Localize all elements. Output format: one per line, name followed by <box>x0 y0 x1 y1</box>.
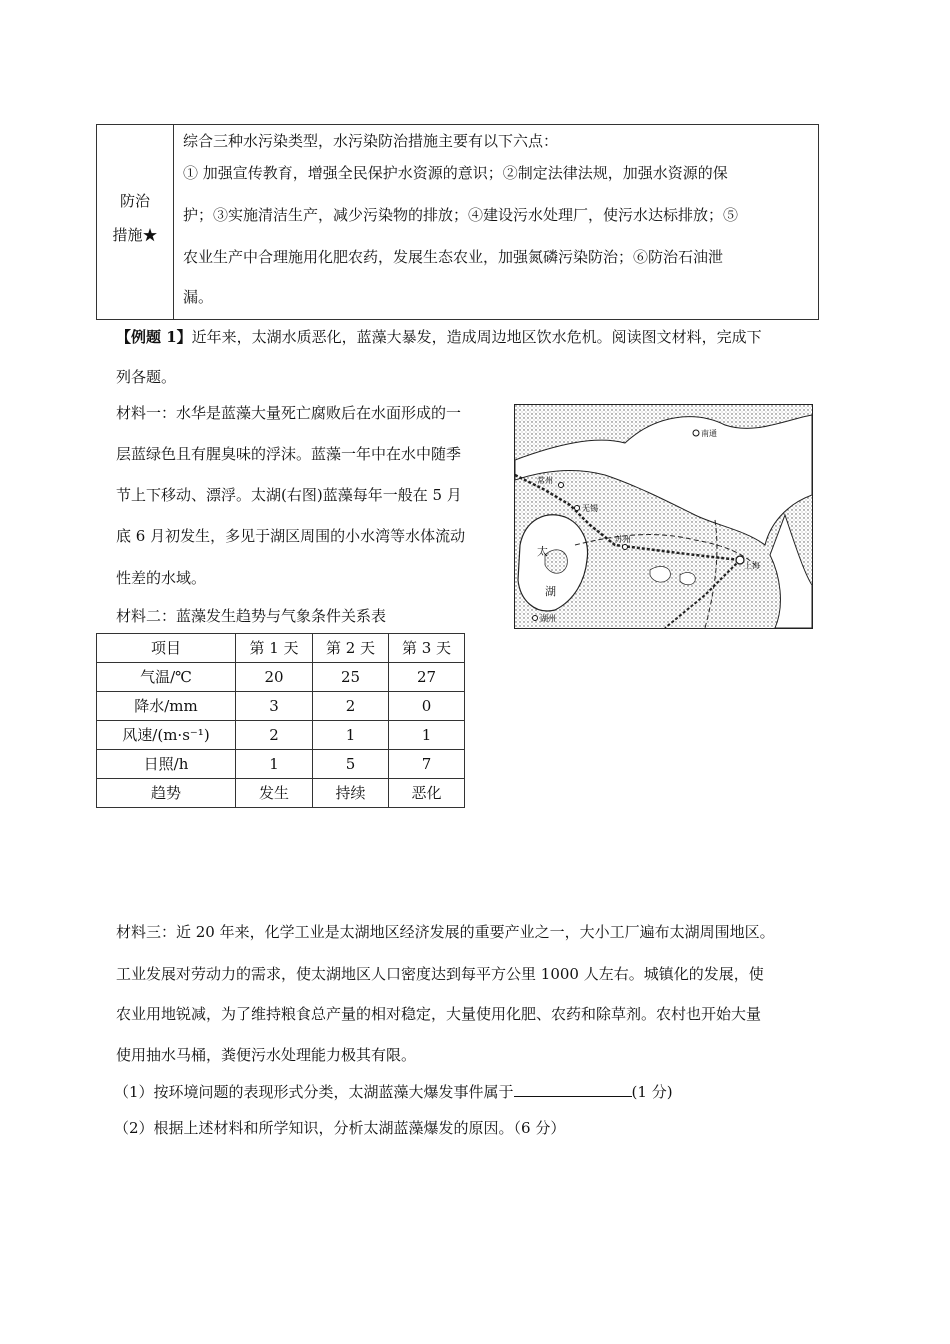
question-1-score: (1 分) <box>631 1083 673 1101</box>
table-divider <box>173 125 174 319</box>
table-row <box>97 663 465 692</box>
header-cell: 第 3 天 <box>389 634 465 663</box>
measures-line: 护；③实施清洁生产，减少污染物的排放；④建设污水处理厂，使污水达标排放；⑤ <box>183 206 739 224</box>
city-wuxi: 无锡 <box>582 504 598 513</box>
measures-line: ① 加强宣传教育，增强全民保护水资源的意识；②制定法律法规，加强水资源的保 <box>183 164 728 182</box>
header-cell: 项目 <box>97 634 236 663</box>
table-cell: 气温/℃ <box>97 663 236 692</box>
material3-line: 工业发展对劳动力的需求，使太湖地区人口密度达到每平方公里 1000 人左右。城镇化的发展，使 <box>116 965 764 983</box>
material2-title: 材料二：蓝藻发生趋势与气象条件关系表 <box>116 607 387 625</box>
city-nantong: 南通 <box>701 429 717 438</box>
city-marker <box>693 430 699 436</box>
table-row <box>97 721 465 750</box>
table-row <box>97 779 465 808</box>
table-cell: 2 <box>236 721 313 750</box>
answer-blank[interactable] <box>514 1082 632 1097</box>
small-lake <box>680 573 695 585</box>
city-marker <box>575 506 580 511</box>
small-lake <box>650 566 670 582</box>
city-marker <box>559 483 564 488</box>
city-shanghai: 上海 <box>744 561 760 570</box>
table-cell: 趋势 <box>97 779 236 808</box>
material1-line: 材料一：水华是蓝藻大量死亡腐败后在水面形成的一 <box>116 404 462 422</box>
material1-line: 性差的水域。 <box>116 569 207 587</box>
table-cell: 27 <box>389 663 465 692</box>
measures-table <box>96 124 819 320</box>
table-cell: 1 <box>236 750 313 779</box>
lake-label-tai: 太 <box>537 545 548 558</box>
material3-line: 使用抽水马桶，粪便污水处理能力极其有限。 <box>116 1046 417 1064</box>
table-cell: 持续 <box>313 779 389 808</box>
table-cell: 25 <box>313 663 389 692</box>
lake-label-hu: 湖 <box>545 585 556 598</box>
table-header-row <box>97 634 465 663</box>
table-cell: 降水/mm <box>97 692 236 721</box>
city-huzhou: 湖州 <box>540 614 556 623</box>
example-tag: 【例题 1】 <box>116 328 192 346</box>
table-cell: 3 <box>236 692 313 721</box>
city-marker <box>736 556 744 564</box>
table-row <box>97 750 465 779</box>
measures-line: 综合三种水污染类型，水污染防治措施主要有以下六点： <box>183 132 559 150</box>
table-cell: 日照/h <box>97 750 236 779</box>
header-cell: 第 1 天 <box>236 634 313 663</box>
table-cell: 恶化 <box>389 779 465 808</box>
weather-table <box>96 633 465 808</box>
table-cell: 0 <box>389 692 465 721</box>
table-row <box>97 692 465 721</box>
lake-island <box>545 550 567 573</box>
material3-line: 材料三：近 20 年来，化学工业是太湖地区经济发展的重要产业之一，大小工厂遍布太湖周围地区。 <box>116 923 775 941</box>
example-line-2: 列各题。 <box>116 368 177 386</box>
material1-line: 节上下移动、漂浮。太湖(右图)蓝藻每年一般在 5 月 <box>116 486 462 504</box>
table-cell: 2 <box>313 692 389 721</box>
example-intro: 近年来，太湖水质恶化，蓝藻大暴发，造成周边地区饮水危机。阅读图文材料，完成下 <box>191 328 762 346</box>
city-marker <box>623 545 628 550</box>
table-cell: 7 <box>389 750 465 779</box>
measures-label-line2: 措施★ <box>112 226 158 244</box>
material1-line: 底 6 月初发生，多见于湖区周围的小水湾等水体流动 <box>116 527 466 545</box>
material1-line: 层蓝绿色且有腥臭味的浮沫。蓝藻一年中在水中随季 <box>116 445 462 463</box>
city-changzhou: 常州 <box>537 476 553 485</box>
question-1 <box>114 1082 673 1102</box>
table-cell: 5 <box>313 750 389 779</box>
header-cell: 第 2 天 <box>313 634 389 663</box>
taihu-map <box>514 404 813 629</box>
example-line-1 <box>116 327 762 347</box>
measures-label-line1: 防治 <box>119 192 150 210</box>
table-cell: 风速/(m·s⁻¹) <box>97 721 236 750</box>
measures-line: 漏。 <box>183 288 214 306</box>
table-cell: 1 <box>313 721 389 750</box>
map-svg <box>515 405 812 628</box>
city-suzhou: 苏州 <box>615 535 631 544</box>
question-2: （2）根据上述材料和所学知识，分析太湖蓝藻爆发的原因。（6 分） <box>114 1119 566 1137</box>
city-marker <box>533 616 538 621</box>
table-cell: 发生 <box>236 779 313 808</box>
table-cell: 1 <box>389 721 465 750</box>
measures-line: 农业生产中合理施用化肥农药，发展生态农业，加强氮磷污染防治；⑥防治石油泄 <box>183 248 724 266</box>
material3-line: 农业用地锐减，为了维持粮食总产量的相对稳定，大量使用化肥、农药和除草剂。农村也开始大量 <box>116 1005 762 1023</box>
table-cell: 20 <box>236 663 313 692</box>
question-1-text: （1）按环境问题的表现形式分类，太湖蓝藻大爆发事件属于 <box>114 1083 514 1101</box>
